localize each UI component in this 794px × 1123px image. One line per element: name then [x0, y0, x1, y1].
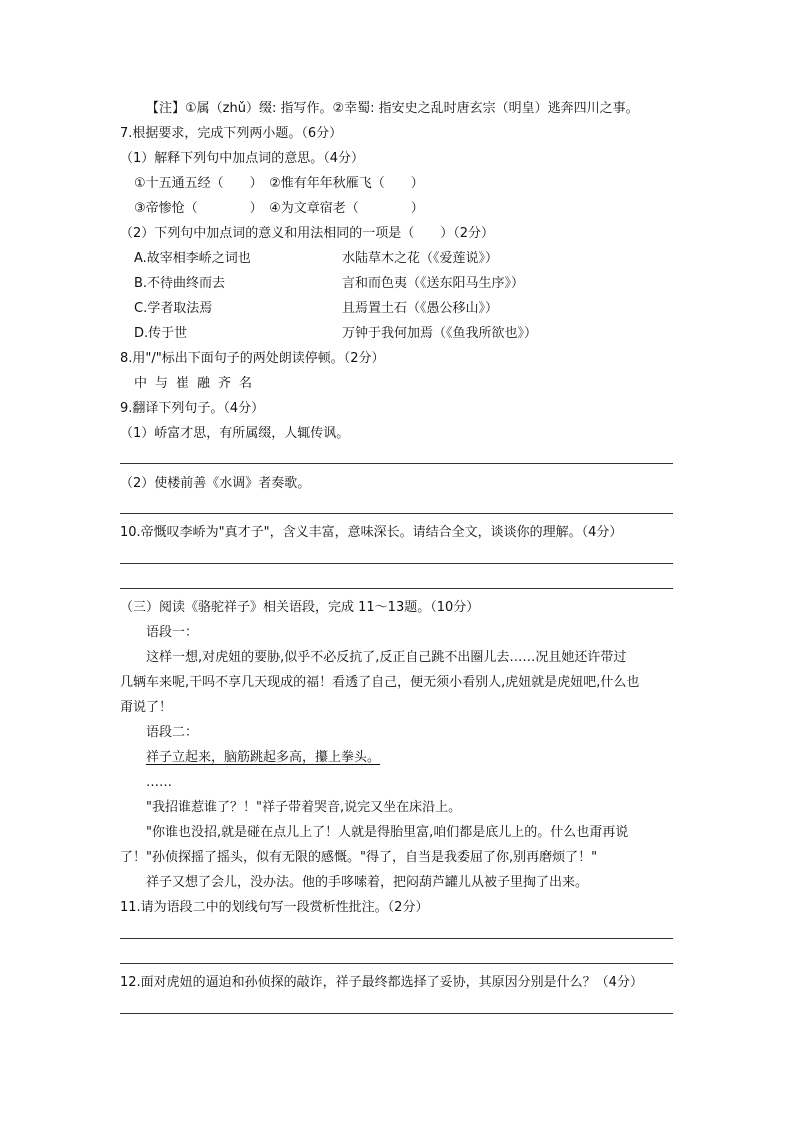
question-8-title: 8.用"/"标出下面句子的两处朗读停顿。（2分）: [120, 351, 385, 366]
passage-1-line-3: 甭说了！: [120, 700, 173, 715]
option-d-right: 万钟于我何加焉（《鱼我所欲也》）: [342, 326, 538, 341]
passage-2-ellipsis: ……: [146, 775, 172, 790]
passage-1-label: 语段一：: [146, 625, 199, 640]
question-10-title: 10.帝慨叹李峤为"真才子"，含义丰富，意味深长。请结合全文，谈谈你的理解。（4分）: [120, 525, 623, 540]
question-7-1-row-1: ①十五通五经（ ） ②惟有年年秋雁飞（ ）: [134, 176, 424, 191]
answer-line: [120, 563, 673, 564]
option-a-left: A.故宰相李峤之词也: [134, 251, 251, 266]
question-11-title: 11.请为语段二中的划线句写一段赏析性批注。（2分）: [120, 900, 429, 915]
answer-line: [120, 963, 673, 964]
option-b-right: 言和而色夷（《送东阳马生序》）: [342, 276, 525, 291]
question-9-sentence-1: （1）峤富才思，有所属缀，人辄传讽。: [120, 426, 350, 441]
passage-2-line-2: "你谁也没招,就是碰在点儿上了！人就是得胎里富,咱们都是底儿上的。什么也甭再说: [146, 825, 629, 840]
option-a: [134, 249, 251, 269]
question-7-1-title: （1）解释下列句中加点词的意思。（4分）: [120, 151, 365, 166]
question-9-title: 9.翻译下列句子。（4分）: [120, 401, 265, 416]
option-a-right: 水陆草木之花（《爱莲说》）: [342, 251, 499, 266]
option-d: [134, 324, 187, 344]
passage-1-line-1: 这样一想,对虎妞的要胁,似乎不必反抗了,反正自己跳不出圈儿去……况且她还许带过: [146, 650, 627, 665]
option-b: [134, 274, 225, 294]
question-7-title: 7.根据要求，完成下列两小题。（6分）: [120, 126, 343, 141]
question-12-title: 12.面对虎妞的逼迫和孙侦探的敲诈，祥子最终都选择了妥协，其原因分别是什么？（4分）: [120, 975, 643, 990]
question-8-sentence: 中与崔融齐名: [134, 376, 261, 391]
section-3-title: （三）阅读《骆驼祥子》相关语段，完成 11～13题。（10分）: [120, 600, 480, 615]
answer-line: [120, 588, 673, 589]
question-7-1-row-2: ③帝惨怆（ ） ④为文章宿老（ ）: [134, 201, 424, 216]
option-c-right: 且焉置土石（《愚公移山》）: [342, 301, 499, 316]
question-7-2-title: （2）下列句中加点词的意义和用法相同的一项是（ ）（2分）: [120, 226, 495, 241]
answer-line: [120, 938, 673, 939]
passage-2-underlined-sentence: 祥子立起来，脑筋跳起多高，攥上拳头。: [146, 750, 381, 765]
passage-1-line-2: 几辆车来呢,干吗不享几天现成的福！看透了自己，便无须小看别人,虎妞就是虎妞吧,什么也: [120, 675, 640, 690]
question-9-sentence-2: （2）使楼前善《水调》者奏歌。: [120, 476, 311, 491]
passage-2-line-3: 了！"孙侦探摇了摇头，似有无限的感慨。"得了，自当是我委屈了你,别再磨烦了！": [120, 850, 598, 865]
option-c-left: C.学者取法焉: [134, 301, 213, 316]
answer-line: [120, 463, 673, 464]
passage-2-label: 语段二：: [146, 725, 199, 740]
passage-2-line-1: "我招谁惹谁了？！"祥子带着哭音,说完又坐在床沿上。: [146, 800, 462, 815]
passage-2-line-4: 祥子又想了会儿，没办法。他的手哆嗦着，把闷葫芦罐儿从被子里掏了出来。: [146, 875, 589, 890]
option-c: [134, 299, 212, 319]
answer-line: [120, 1013, 673, 1014]
answer-line: [120, 513, 673, 514]
option-d-left: D.传于世: [134, 326, 188, 341]
option-b-left: B.不待曲终而去: [134, 276, 226, 291]
annotation-note: 【注】①属（zhǔ）缀: 指写作。②幸蜀: 指安史之乱时唐玄宗（明皇）逃奔四川之事。: [146, 101, 639, 116]
